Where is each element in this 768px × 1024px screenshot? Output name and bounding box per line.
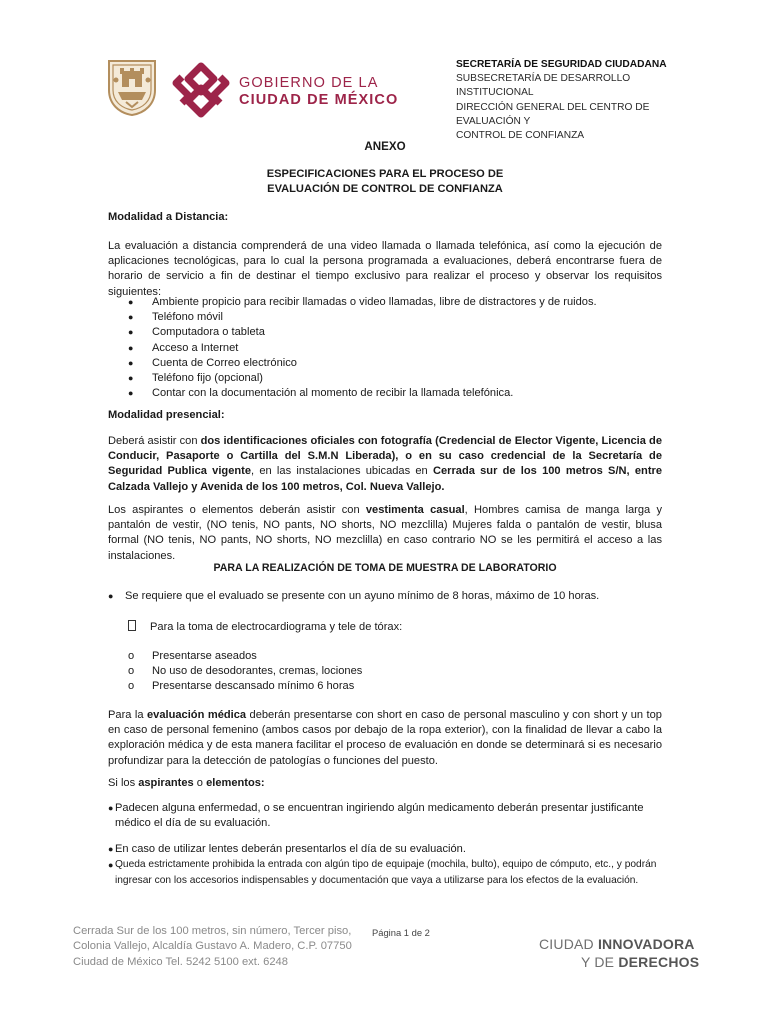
distance-requirement-item: ● Ambiente propicio para recibir llamadas o video llamadas, libre de distractores y de ruidos. xyxy=(108,295,662,310)
candidates-intro xyxy=(108,776,662,791)
presential-id-paragraph xyxy=(108,434,662,495)
candidates-requirement-glasses xyxy=(108,842,662,857)
distance-requirement-item: ● Teléfono móvil xyxy=(108,310,662,325)
footer-address-line1: Cerrada Sur de los 100 metros, sin número, Tercer piso, xyxy=(73,925,352,937)
bullet-icon: ● xyxy=(108,803,114,813)
bullet-icon: ● xyxy=(108,860,114,870)
candidates-requirement-text: Padecen alguna enfermedad, o se encuentran ingiriendo algún medicamento deberán presentar justificante médico el día de su evaluación. xyxy=(115,802,644,830)
medical-evaluation-label: evaluación médica xyxy=(147,709,247,721)
lab-ecg-text: Para la toma de electrocardiograma y tele de tórax: xyxy=(150,621,403,633)
candidates-requirement-illness xyxy=(108,801,662,831)
distance-paragraph: La evaluación a distancia comprenderá de una video llamada o llamada telefónica, así como la ejecución de aplicaciones tecnológicas, para lo cual la persona programada a evaluaciones, deberá encontrarse fuera de horario de servicio a fin de destinar el tiempo exclusivo para realizar el proceso y observar los requisitos siguientes: xyxy=(108,240,662,298)
distance-requirement-item: ● Teléfono fijo (opcional) xyxy=(108,371,662,386)
candidates-elements: elementos: xyxy=(206,777,265,789)
government-name xyxy=(239,75,398,109)
presential-dress-paragraph xyxy=(108,503,662,564)
slogan-y-de: Y DE xyxy=(581,953,619,970)
presential-address: Cerrada sur de los 100 metros S/N, entre Calzada Vallejo y Avenida de los 100 metros, Col. Nueva Vallejo. xyxy=(108,465,662,493)
footer-address xyxy=(73,924,352,970)
department-general-direction: DIRECCIÓN GENERAL DEL CENTRO DE EVALUACIÓN Y xyxy=(456,101,650,127)
government-name-line2: CIUDAD DE MÉXICO xyxy=(239,92,399,108)
candidates-requirement-luggage xyxy=(108,857,662,889)
candidates-requirement-text: En caso de utilizar lentes deberán presentarlos el día de su evaluación. xyxy=(115,843,466,855)
medical-details: deberán presentarse con short en caso de personal masculino y con short y un top en caso de personal femenino (ambos casos por debajo de la ropa exterior), con la finalidad de llevar a cabo la exploración médica y de esta manera facilitar el proceso de evaluación en donde se determinará si es necesario profundizar para la detección de patologías o funciones del puesto. xyxy=(108,709,662,767)
lab-fasting-item xyxy=(108,589,662,604)
square-bullet-icon xyxy=(128,620,136,631)
distance-requirement-item: ● Acceso a Internet xyxy=(108,341,662,356)
slogan-derechos: DERECHOS xyxy=(618,953,700,970)
department-secretariat: SECRETARÍA DE SEGURIDAD CIUDADANA xyxy=(456,59,667,70)
department-general-direction-cont: CONTROL DE CONFIANZA xyxy=(456,130,585,142)
document-subtitle-line2: EVALUACIÓN DE CONTROL DE CONFIANZA xyxy=(267,183,503,196)
government-name-line1: GOBIERNO DE LA xyxy=(239,75,379,91)
presential-id-text: Deberá asistir con xyxy=(108,435,201,447)
lab-instruction-item: o Presentarse descansado mínimo 6 horas xyxy=(108,679,662,694)
department-subsecretariat: SUBSECRETARÍA DE DESARROLLO INSTITUCIONAL xyxy=(456,73,631,99)
presential-heading: Modalidad presencial: xyxy=(108,409,225,421)
slogan-innovadora: INNOVADORA xyxy=(597,936,695,952)
document-subtitle xyxy=(108,167,662,197)
candidates-aspirants: aspirantes xyxy=(138,777,194,789)
lab-instructions-list xyxy=(108,649,662,695)
document-subtitle-line1: ESPECIFICACIONES PARA EL PROCESO DE xyxy=(266,168,504,180)
bullet-icon: ● xyxy=(108,844,114,854)
lab-ecg-item xyxy=(128,620,402,635)
medical-paragraph xyxy=(108,708,662,769)
lab-fasting-text: Se requiere que el evaluado se presente con un ayuno mínimo de 8 horas, máximo de 10 horas. xyxy=(125,590,600,602)
presential-dress-text: Los aspirantes o elementos deberán asistir con xyxy=(108,504,366,516)
candidates-or: o xyxy=(193,777,207,789)
distance-requirements-list xyxy=(108,295,662,401)
lab-heading: PARA LA REALIZACIÓN DE TOMA DE MUESTRA DE LABORATORIO xyxy=(213,562,557,574)
lab-instruction-item: o Presentarse aseados xyxy=(108,649,662,664)
presential-id-documents: dos identificaciones oficiales con fotografía (Credencial de Elector Vigente, Licencia de Conducir, Pasaporte o Cartilla del S.M.N Liberada), o en su caso credencial de la Secretaría de Seguridad Publica vigente xyxy=(108,435,662,478)
footer-address-line3: Ciudad de México Tel. 5242 5100 ext. 6248 xyxy=(73,955,288,968)
lab-instruction-item: o No uso de desodorantes, cremas, lociones xyxy=(108,664,662,679)
page-number: Página 1 de 2 xyxy=(372,927,430,938)
distance-requirement-item: ● Contar con la documentación al momento de recibir la llamada telefónica. xyxy=(108,386,662,401)
candidates-text: Si los xyxy=(108,777,139,789)
distance-requirement-item: ● Cuenta de Correo electrónico xyxy=(108,356,662,371)
distance-requirement-item: ● Computadora o tableta xyxy=(108,325,662,340)
distance-heading: Modalidad a Distancia: xyxy=(108,211,229,223)
bullet-icon: ● xyxy=(108,591,114,601)
slogan-ciudad: CIUDAD xyxy=(539,936,598,952)
cdmx-government-logo-mark xyxy=(172,60,230,120)
document-title: ANEXO xyxy=(364,140,406,153)
footer-address-line2: Colonia Vallejo, Alcaldía Gustavo A. Madero, C.P. 07750 xyxy=(73,940,352,953)
presential-dress-details: , Hombres camisa de manga larga y pantalón de vestir, (NO tenis, NO pants, NO shorts, NO mezclilla) Mujeres falda o pantalón de vestir, blusa formal (NO tenis, NO pants, NO shorts, NO mezclilla) en caso contrario NO se les permitirá el acceso a las instalaciones. xyxy=(108,504,662,562)
footer-slogan xyxy=(539,936,699,971)
cdmx-coat-of-arms-logo xyxy=(108,60,156,116)
presential-id-text-2: , en las instalaciones ubicadas en xyxy=(251,465,433,478)
candidates-requirement-text: Queda estrictamente prohibida la entrada con algún tipo de equipaje (mochila, bulto), equipo de cómputo, etc., y podrán ingresar con los accesorios indispensables y documentación que vaya a utilizarse para los efectos de la evaluación. xyxy=(115,859,657,886)
presential-dress-code: vestimenta casual xyxy=(365,504,465,516)
department-block xyxy=(456,58,706,143)
medical-text: Para la xyxy=(108,709,148,721)
